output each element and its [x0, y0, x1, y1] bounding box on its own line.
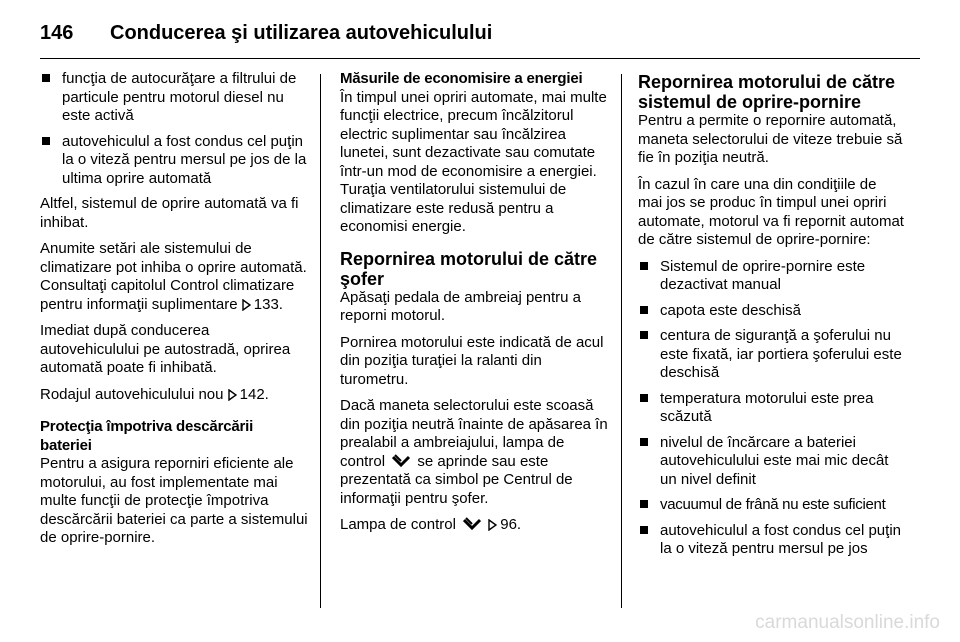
page-reference-link[interactable]: 133. — [242, 296, 283, 313]
column-3 — [638, 70, 904, 566]
list-item: centura de siguranţă a şoferului nu este fixată, iar portiera şoferului este deschisă — [638, 327, 904, 383]
tachometer-arrow-icon — [392, 454, 410, 468]
square-bullet-icon — [42, 137, 50, 145]
column-1 — [40, 70, 308, 556]
subheading: Protecţia împotriva descărcării bateriei — [40, 418, 254, 454]
square-bullet-icon — [640, 526, 648, 534]
page-header — [40, 8, 920, 58]
page-reference-link[interactable]: 96. — [488, 516, 521, 533]
column-divider-2 — [621, 74, 622, 608]
paragraph: Dacă maneta selectorului este scoasă din poziţia neutră înainte de apăsarea în prealabil a ambreiajului, lampa de control se aprinde sau este prezentată ca simbol pe Centrul de informaţii pentru şofer. — [340, 397, 608, 507]
column-divider-1 — [320, 74, 321, 608]
page-reference-icon — [228, 389, 237, 401]
bullet-list-1 — [40, 70, 308, 188]
tachometer-arrow-icon — [463, 517, 481, 531]
paragraph: Pentru a asigura reporniri eficiente ale motorului, au fost implementate mai multe funcţii de protecţie împotriva descărcării bateriei ca parte a sistemului de oprire-pornire. — [40, 455, 308, 546]
square-bullet-icon — [640, 394, 648, 402]
paragraph: Anumite setări ale sistemului de climatizare pot inhiba o oprire automată. Consultaţi capitolul Control climatizare pentru informaţii suplimentare 133. — [40, 240, 307, 313]
list-item: capota este deschisă — [638, 302, 904, 321]
square-bullet-icon — [640, 306, 648, 314]
paragraph: În timpul unei opriri automate, mai multe funcţii electrice, precum încălzitorul electric suplimentar sau încălzirea lunetei, sunt dezactivate sau comutate într-un mod de economisire a energiei. Turaţia ventilatorului sistemului de climatizare este redusă pentru a economisi energie. — [340, 88, 607, 235]
paragraph: Altfel, sistemul de oprire automată va fi inhibat. — [40, 195, 299, 231]
section-heading: Repornirea motorului de către sistemul de oprire-pornire — [638, 72, 896, 112]
subheading: Măsurile de economisire a energiei — [340, 70, 583, 87]
bullet-list-2 — [638, 258, 904, 559]
paragraph: Pornirea motorului este indicată de acul din poziţia turaţiei la ralanti din turometru. — [340, 333, 604, 388]
paragraph: Rodajul autovehiculului nou 142. — [40, 385, 269, 403]
square-bullet-icon — [640, 500, 648, 508]
column-2 — [340, 70, 608, 543]
header-rule — [40, 58, 920, 59]
page-reference-link[interactable]: 142. — [228, 386, 269, 403]
page-reference-icon — [488, 519, 497, 531]
page-reference-icon — [242, 299, 251, 311]
section-heading: Repornirea motorului de către şofer — [340, 248, 598, 289]
paragraph: Pentru a permite o repornire automată, maneta selectorului de viteze trebuie să fie în poziţia neutră. — [638, 112, 903, 166]
square-bullet-icon — [42, 74, 50, 82]
page-title: Conducerea şi utilizarea autovehiculului — [110, 21, 493, 44]
watermark: carmanualsonline.info — [755, 612, 940, 633]
list-item: autovehiculul a fost condus cel puţin la o viteză pentru mersul pe jos — [638, 522, 904, 559]
list-item: temperatura motorului este prea scăzută — [638, 390, 904, 427]
square-bullet-icon — [640, 262, 648, 270]
paragraph: Imediat după conducerea autovehiculului pe autostradă, oprirea automată poate fi inhibată. — [40, 322, 291, 376]
paragraph: În cazul în care una din condiţiile de mai jos se produc în timpul unei opriri automate, motorul va fi repornit automat de către sistemul de oprire-pornire: — [638, 175, 904, 248]
page-number: 146 — [40, 21, 74, 44]
square-bullet-icon — [640, 438, 648, 446]
paragraph: Apăsaţi pedala de ambreiaj pentru a reporni motorul. — [340, 288, 581, 324]
list-item: autovehiculul a fost condus cel puţin la o viteză pentru mersul pe jos de la ultima oprire automată — [40, 133, 308, 189]
paragraph: Lampa de control 96. — [340, 516, 522, 533]
list-item: funcţia de autocurăţare a filtrului de particule pentru motorul diesel nu este activă — [40, 70, 308, 126]
list-item: Sistemul de oprire-pornire este dezactivat manual — [638, 258, 904, 295]
square-bullet-icon — [640, 331, 648, 339]
list-item: nivelul de încărcare a bateriei autovehiculului este mai mic decât un nivel definit — [638, 434, 904, 490]
list-item: vacuumul de frână nu este suficient — [638, 496, 904, 515]
